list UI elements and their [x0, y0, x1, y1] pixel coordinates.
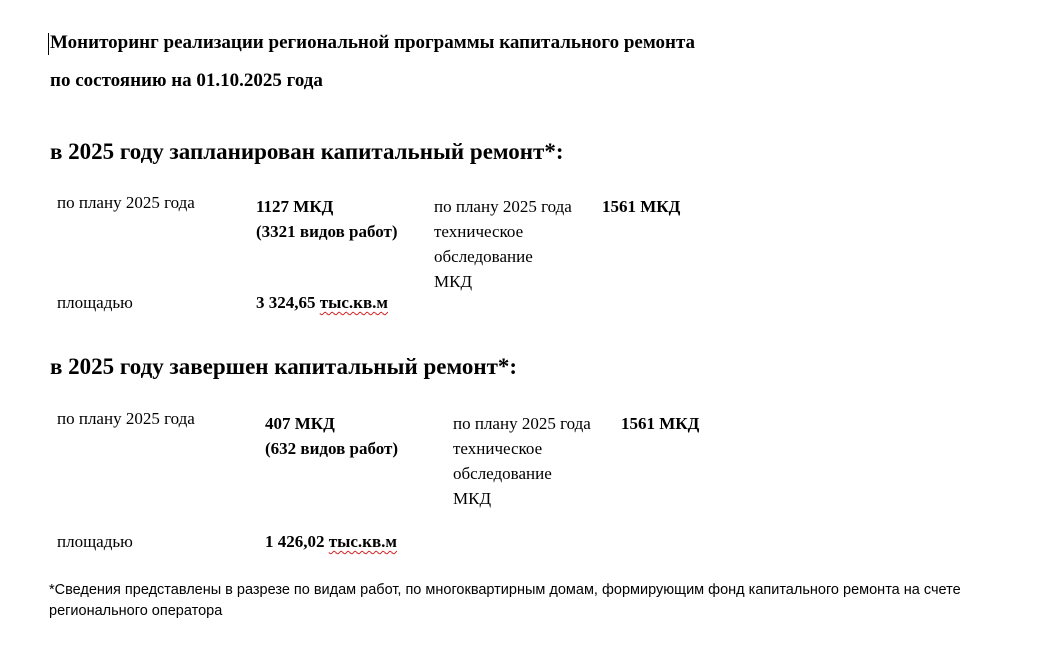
planned-plan-label: по плану 2025 года	[57, 193, 195, 212]
planned-works-count: (3321 видов работ)	[256, 222, 398, 241]
document-title: Мониторинг реализации региональной программы капитального ремонта	[50, 32, 696, 53]
planned-survey-label-2: техническое	[434, 222, 524, 241]
completed-plan-label: по плану 2025 года	[57, 409, 195, 428]
planned-survey-label-3: обследование	[434, 247, 533, 266]
completed-area-value	[265, 529, 397, 554]
completed-survey-value: 1561 МКД	[621, 414, 700, 433]
planned-mkd-count: 1127 МКД	[256, 197, 334, 216]
completed-mkd-count: 407 МКД	[265, 414, 335, 433]
planned-area-value	[256, 290, 388, 315]
text-cursor	[48, 33, 49, 55]
completed-area-number: 1 426,02	[265, 532, 325, 551]
completed-survey-label-1: по плану 2025 года	[453, 414, 591, 433]
report-date: по состоянию на 01.10.2025 года	[50, 70, 323, 91]
planned-heading: в 2025 году запланирован капитальный ремонт*:	[50, 139, 564, 164]
planned-area-number: 3 324,65	[256, 293, 316, 312]
completed-survey-label-2: техническое	[453, 439, 543, 458]
footnote: *Сведения представлены в разрезе по видам работ, по многоквартирным домам, формирующим фонд капитального ремонта на счете регионального оператора	[49, 582, 961, 619]
completed-area-label: площадью	[57, 532, 133, 551]
planned-survey-value: 1561 МКД	[602, 197, 681, 216]
planned-survey-label-1: по плану 2025 года	[434, 197, 572, 216]
planned-area-label: площадью	[57, 293, 133, 312]
completed-survey-label-4: МКД	[453, 489, 492, 508]
planned-survey-label-4: МКД	[434, 272, 473, 291]
completed-survey-label-3: обследование	[453, 464, 552, 483]
planned-area-unit: тыс.кв.м	[319, 293, 388, 312]
completed-area-unit: тыс.кв.м	[328, 532, 397, 551]
completed-heading: в 2025 году завершен капитальный ремонт*:	[50, 354, 518, 379]
completed-works-count: (632 видов работ)	[265, 439, 399, 458]
